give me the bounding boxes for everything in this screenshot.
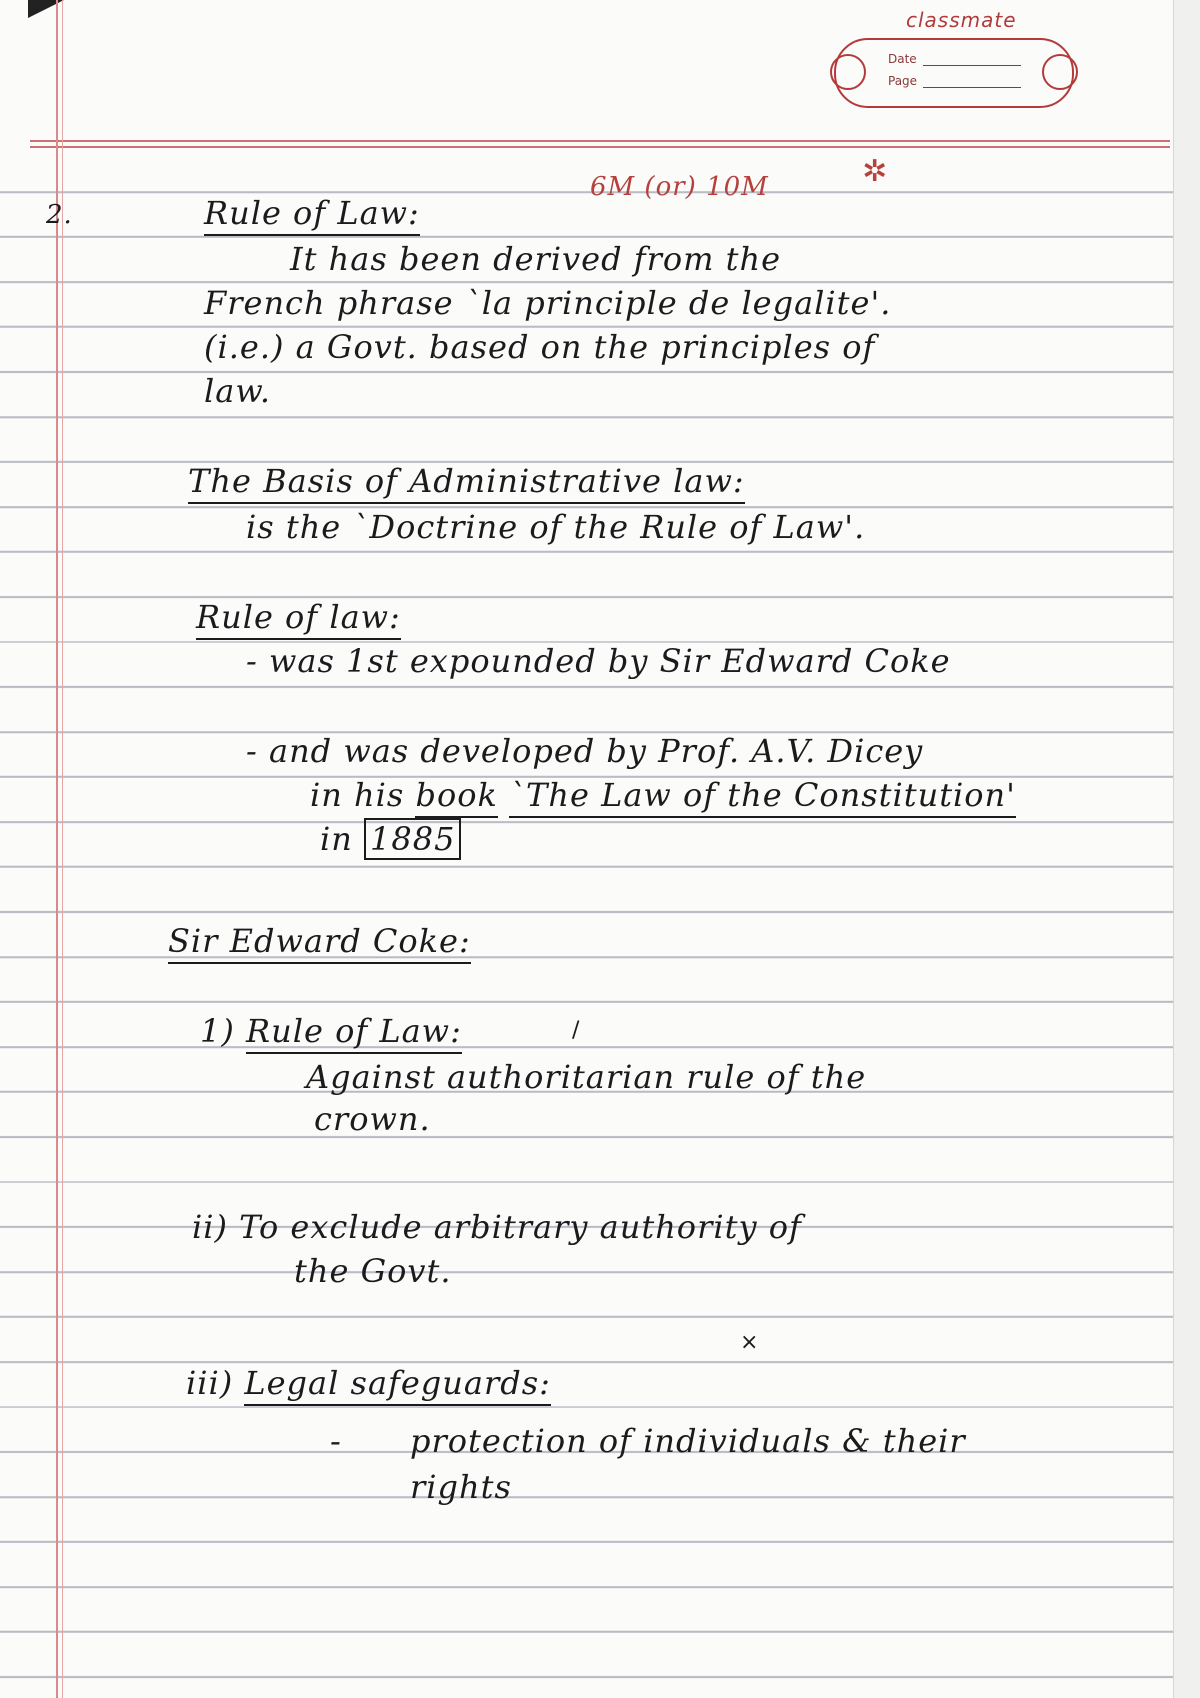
date-label: Date: [888, 52, 917, 66]
dicey-in-his: in his: [310, 776, 405, 814]
point-2-line-2: the Govt.: [294, 1252, 452, 1290]
point-3-label: iii): [186, 1364, 234, 1402]
marks-note: 6M (or) 10M: [590, 172, 769, 202]
basis-line: is the `Doctrine of the Rule of Law'.: [246, 508, 866, 546]
point-2: [192, 1208, 802, 1246]
margin-line-2: [62, 0, 63, 1698]
point-2-line-1: To exclude arbitrary authority of: [239, 1208, 802, 1246]
point-3-line-2: rights: [410, 1468, 512, 1506]
dicey-book-word: book: [415, 776, 497, 818]
margin-line: [56, 0, 58, 1698]
dicey-year: 1885: [364, 818, 461, 860]
dicey-bullet: - and was developed by Prof. A.V. Dicey: [246, 732, 924, 770]
corner-mark: [28, 0, 64, 18]
page-blank: [923, 77, 1021, 88]
header-rule-2: [30, 146, 1170, 148]
point-1-line-2: crown.: [314, 1100, 431, 1138]
date-row: [888, 52, 1021, 66]
date-blank: [923, 55, 1021, 66]
point-3-bullet: -: [330, 1422, 342, 1460]
basis-heading: The Basis of Administrative law:: [188, 462, 745, 504]
coke-heading: Sir Edward Coke:: [168, 922, 471, 964]
dicey-book-line: [310, 776, 1016, 814]
derived-line-3: (i.e.) a Govt. based on the principles of: [204, 328, 876, 366]
page-label: Page: [888, 74, 918, 88]
question-number: 2.: [46, 200, 73, 230]
dicey-in: in: [320, 820, 353, 858]
point-3: [186, 1364, 551, 1402]
derived-line-1: It has been derived from the: [290, 240, 782, 278]
header-rule: [30, 140, 1170, 142]
rule-of-law-heading: Rule of law:: [196, 598, 401, 640]
derived-line-2: French phrase `la principle de legalite'.: [204, 284, 892, 322]
coke-bullet: - was 1st expounded by Sir Edward Coke: [246, 642, 951, 680]
scroll-curl-right: [1042, 54, 1078, 90]
brand-logo: classmate: [906, 8, 1017, 32]
derived-line-4: law.: [204, 372, 272, 410]
heading-rule-of-law: Rule of Law:: [204, 194, 420, 236]
point-1-label: 1): [200, 1012, 235, 1050]
point-2-label: ii): [192, 1208, 228, 1246]
dicey-book-title: `The Law of the Constitution': [509, 776, 1016, 818]
point-1-heading: Rule of Law:: [246, 1012, 462, 1054]
point-1-line-1: Against authoritarian rule of the: [306, 1058, 867, 1096]
page-row: [888, 74, 1021, 88]
point-1: [200, 1012, 462, 1050]
scroll-curl-left: [830, 54, 866, 90]
dicey-year-line: [320, 820, 461, 858]
point-3-heading: Legal safeguards:: [244, 1364, 551, 1406]
point-3-line-1: protection of individuals & their: [410, 1422, 966, 1460]
star-mark: ✲: [862, 154, 888, 189]
page-right-edge: [1173, 0, 1200, 1698]
tick-mark: /: [572, 1018, 580, 1043]
date-page-frame: [834, 38, 1074, 108]
cross-mark: ×: [740, 1330, 759, 1355]
